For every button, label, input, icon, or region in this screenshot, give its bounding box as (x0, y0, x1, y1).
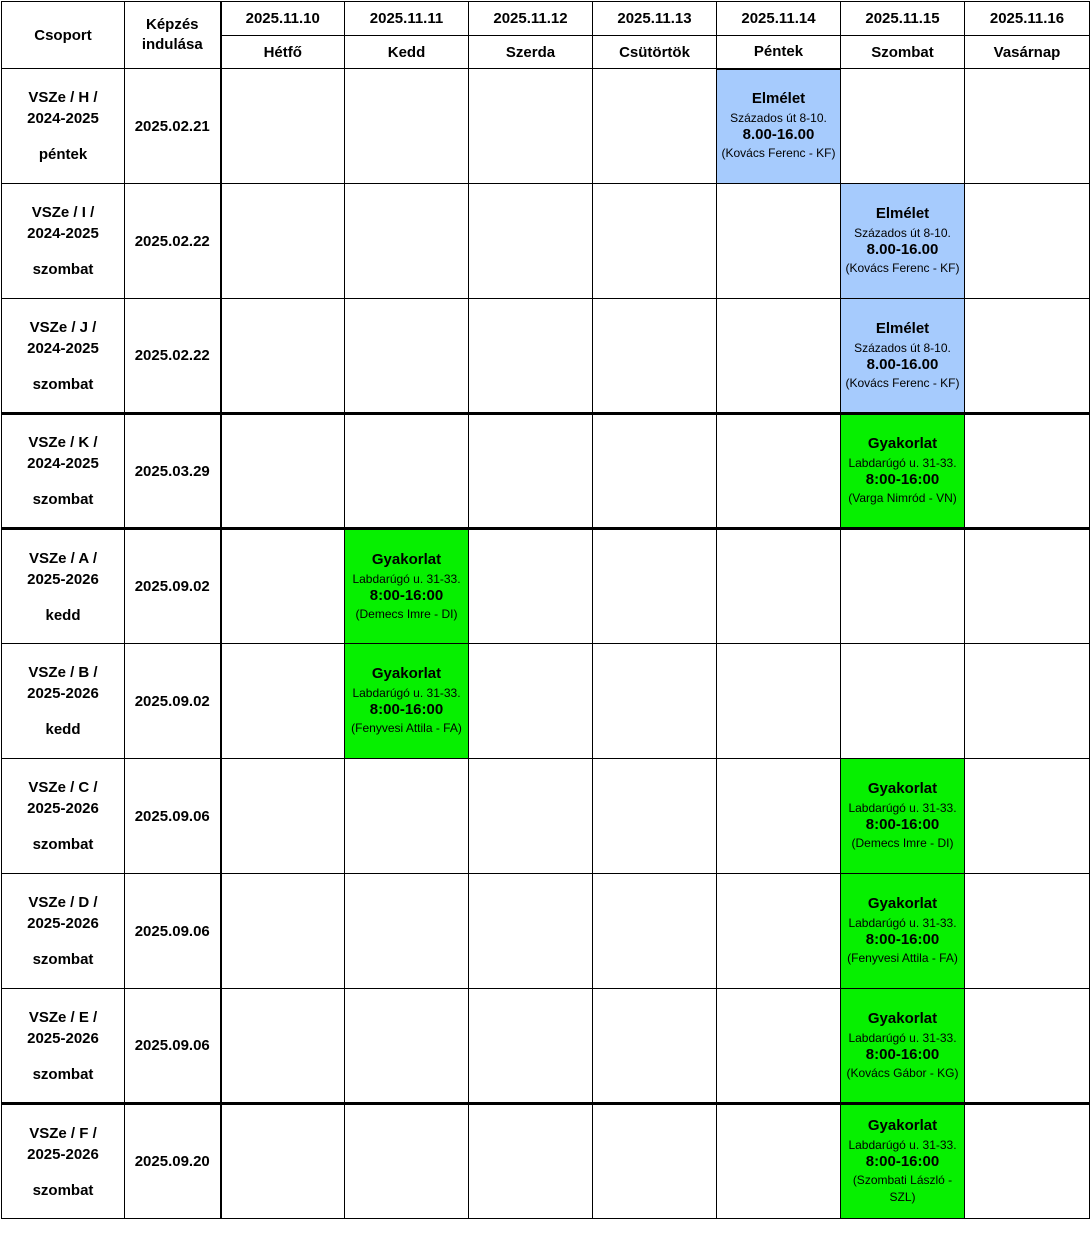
group-cell (2, 874, 125, 989)
empty-day-cell (717, 989, 841, 1104)
group-line: 2024-2025 (27, 339, 99, 357)
start-column-header: Képzés indulása (125, 2, 221, 69)
session-instructor: (Fenyvesi Attila - FA) (847, 951, 958, 965)
empty-day-cell (345, 414, 469, 529)
empty-day-cell (469, 759, 593, 874)
day-name-header: Péntek (717, 36, 841, 69)
schedule-row (2, 529, 1090, 644)
group-line: VSZe / E / (28, 1008, 98, 1026)
day-name-header: Hétfő (221, 36, 345, 69)
empty-day-cell (593, 184, 717, 299)
start-date-cell: 2025.03.29 (125, 414, 221, 529)
theory-session-cell[interactable] (841, 299, 965, 414)
group-line: VSZe / A / (28, 549, 98, 567)
group-line: VSZe / D / (28, 894, 98, 911)
empty-day-cell (221, 1104, 345, 1219)
session-instructor: (Kovács Ferenc - KF) (845, 375, 960, 390)
empty-day-cell (717, 759, 841, 874)
practice-session-cell[interactable] (841, 414, 965, 529)
group-line: 2025-2026 (27, 685, 99, 702)
session-time: 8.00-16.00 (866, 355, 939, 373)
empty-day-cell (221, 414, 345, 529)
empty-day-cell (717, 529, 841, 644)
schedule-row (2, 1104, 1090, 1219)
empty-day-cell (965, 874, 1090, 989)
group-line: szombat (32, 836, 94, 853)
session-time: 8:00-16:00 (369, 701, 444, 718)
empty-day-cell (469, 414, 593, 529)
empty-day-cell (345, 299, 469, 414)
group-cell (2, 414, 125, 529)
schedule-row (2, 644, 1090, 759)
schedule-row (2, 184, 1090, 299)
session-title: Gyakorlat (867, 435, 938, 452)
session-title: Elmélet (875, 319, 930, 337)
group-cell (2, 989, 125, 1104)
day-date-header: 2025.11.14 (717, 2, 841, 36)
session-instructor: (Fenyvesi Attila - FA) (351, 721, 462, 735)
session-time: 8:00-16:00 (369, 586, 444, 604)
practice-session-cell[interactable] (841, 989, 965, 1104)
day-name-header: Kedd (345, 36, 469, 69)
day-date-header: 2025.11.16 (965, 2, 1090, 36)
theory-session-cell[interactable] (717, 69, 841, 184)
empty-day-cell (593, 1104, 717, 1219)
group-line: péntek (38, 146, 88, 163)
empty-day-cell (469, 299, 593, 414)
practice-session-cell[interactable] (841, 874, 965, 989)
empty-day-cell (469, 874, 593, 989)
empty-day-cell (221, 299, 345, 414)
day-date-header: 2025.11.13 (593, 2, 717, 36)
empty-day-cell (593, 874, 717, 989)
empty-day-cell (221, 529, 345, 644)
empty-day-cell (593, 414, 717, 529)
group-cell (2, 529, 125, 644)
empty-day-cell (221, 989, 345, 1104)
schedule-row (2, 874, 1090, 989)
empty-day-cell (965, 69, 1090, 184)
day-date-header: 2025.11.15 (841, 2, 965, 36)
group-line: 2024-2025 (27, 225, 99, 242)
empty-day-cell (717, 184, 841, 299)
empty-day-cell (717, 299, 841, 414)
empty-day-cell (593, 989, 717, 1104)
empty-day-cell (965, 184, 1090, 299)
schedule-row (2, 299, 1090, 414)
group-line: szombat (32, 261, 94, 278)
group-cell (2, 69, 125, 184)
empty-day-cell (593, 69, 717, 184)
session-location: Százados út 8-10. (854, 340, 951, 355)
session-instructor: (Kovács Ferenc - KF) (845, 261, 960, 275)
practice-session-cell[interactable] (841, 1104, 965, 1219)
empty-day-cell (469, 184, 593, 299)
empty-day-cell (345, 989, 469, 1104)
group-line: szombat (32, 375, 94, 393)
group-line: 2025-2026 (27, 915, 99, 932)
group-line: szombat (32, 1065, 94, 1083)
group-line: VSZe / J / (29, 318, 97, 336)
session-time: 8:00-16:00 (865, 1153, 940, 1170)
empty-day-cell (469, 69, 593, 184)
empty-day-cell (965, 1104, 1090, 1219)
empty-day-cell (593, 529, 717, 644)
group-line: 2025-2026 (27, 1029, 99, 1047)
session-location: Labdarúgó u. 31-33. (848, 456, 957, 470)
session-location: Labdarúgó u. 31-33. (352, 571, 461, 586)
group-line: VSZe / C / (28, 779, 98, 796)
empty-day-cell (717, 1104, 841, 1219)
group-line: 2025-2026 (27, 570, 99, 588)
session-title: Gyakorlat (867, 895, 938, 912)
session-time: 8:00-16:00 (865, 471, 940, 488)
empty-day-cell (593, 299, 717, 414)
session-location: Labdarúgó u. 31-33. (848, 916, 957, 930)
session-title: Gyakorlat (867, 1117, 938, 1134)
session-time: 8:00-16:00 (865, 816, 940, 833)
day-name-header: Vasárnap (965, 36, 1090, 69)
group-line: VSZe / K / (28, 434, 98, 451)
empty-day-cell (469, 989, 593, 1104)
day-date-header: 2025.11.12 (469, 2, 593, 36)
empty-day-cell (593, 644, 717, 759)
session-location: Labdarúgó u. 31-33. (848, 801, 957, 815)
practice-session-cell[interactable] (345, 529, 469, 644)
session-location: Százados út 8-10. (730, 111, 827, 126)
theory-session-cell[interactable] (841, 184, 965, 299)
group-column-header: Csoport (2, 2, 125, 69)
day-date-header: 2025.11.11 (345, 2, 469, 36)
session-title: Elmélet (751, 90, 806, 108)
empty-day-cell (345, 184, 469, 299)
start-date-cell: 2025.09.02 (125, 529, 221, 644)
practice-session-cell[interactable] (841, 759, 965, 874)
session-location: Százados út 8-10. (854, 226, 951, 240)
empty-day-cell (965, 529, 1090, 644)
empty-day-cell (841, 529, 965, 644)
session-location: Labdarúgó u. 31-33. (352, 686, 461, 700)
group-cell (2, 759, 125, 874)
empty-day-cell (717, 644, 841, 759)
start-date-cell: 2025.02.22 (125, 184, 221, 299)
group-line: VSZe / I / (31, 204, 95, 221)
schedule-table (1, 1, 1090, 1219)
empty-day-cell (345, 69, 469, 184)
empty-day-cell (221, 874, 345, 989)
group-line: 2024-2025 (27, 455, 99, 472)
session-time: 8:00-16:00 (865, 931, 940, 948)
session-instructor: (Szombati László - SZL) (852, 1173, 953, 1204)
group-line: kedd (45, 721, 81, 738)
group-cell (2, 1104, 125, 1219)
day-date-header: 2025.11.10 (221, 2, 345, 36)
start-date-cell: 2025.02.21 (125, 69, 221, 184)
session-instructor: (Kovács Ferenc - KF) (721, 146, 836, 161)
group-line: VSZe / H / (28, 89, 98, 106)
group-line: 2025-2026 (27, 1145, 99, 1163)
group-line: szombat (32, 1181, 94, 1199)
group-line: szombat (32, 491, 94, 508)
group-cell (2, 644, 125, 759)
empty-day-cell (469, 529, 593, 644)
empty-day-cell (221, 184, 345, 299)
schedule-row (2, 414, 1090, 529)
session-title: Gyakorlat (371, 550, 442, 568)
empty-day-cell (221, 69, 345, 184)
group-cell (2, 299, 125, 414)
group-line: 2025-2026 (27, 800, 99, 817)
empty-day-cell (345, 1104, 469, 1219)
empty-day-cell (965, 759, 1090, 874)
session-location: Labdarúgó u. 31-33. (848, 1138, 957, 1152)
schedule-body (2, 69, 1090, 1219)
empty-day-cell (717, 414, 841, 529)
empty-day-cell (841, 69, 965, 184)
start-date-cell: 2025.09.06 (125, 759, 221, 874)
group-line: 2024-2025 (27, 110, 99, 127)
session-instructor: (Demecs Imre - DI) (355, 606, 458, 621)
group-cell (2, 184, 125, 299)
session-instructor: (Kovács Gábor - KG) (846, 1065, 959, 1080)
day-name-header: Szombat (841, 36, 965, 69)
session-title: Gyakorlat (867, 1009, 938, 1027)
start-date-cell: 2025.09.02 (125, 644, 221, 759)
empty-day-cell (841, 644, 965, 759)
day-name-header: Szerda (469, 36, 593, 69)
empty-day-cell (593, 759, 717, 874)
group-line: VSZe / B / (28, 664, 98, 681)
session-title: Gyakorlat (867, 780, 938, 797)
group-line: szombat (32, 951, 94, 968)
empty-day-cell (965, 644, 1090, 759)
empty-day-cell (717, 874, 841, 989)
session-title: Gyakorlat (371, 665, 442, 682)
start-date-cell: 2025.02.22 (125, 299, 221, 414)
group-line: kedd (45, 606, 81, 624)
session-location: Labdarúgó u. 31-33. (848, 1030, 957, 1045)
session-time: 8:00-16:00 (865, 1045, 940, 1063)
empty-day-cell (965, 414, 1090, 529)
empty-day-cell (345, 759, 469, 874)
practice-session-cell[interactable] (345, 644, 469, 759)
day-name-header: Csütörtök (593, 36, 717, 69)
empty-day-cell (965, 299, 1090, 414)
empty-day-cell (221, 759, 345, 874)
empty-day-cell (345, 874, 469, 989)
empty-day-cell (965, 989, 1090, 1104)
empty-day-cell (469, 644, 593, 759)
schedule-row (2, 69, 1090, 184)
session-instructor: (Varga Nimród - VN) (848, 491, 957, 505)
schedule-row (2, 989, 1090, 1104)
session-instructor: (Demecs Imre - DI) (851, 836, 954, 850)
empty-day-cell (221, 644, 345, 759)
header-date-row (2, 2, 1090, 36)
session-time: 8.00-16.00 (742, 126, 815, 144)
session-time: 8.00-16.00 (866, 241, 939, 258)
empty-day-cell (469, 1104, 593, 1219)
start-date-cell: 2025.09.20 (125, 1104, 221, 1219)
session-title: Elmélet (875, 205, 930, 222)
group-line: VSZe / F / (29, 1124, 97, 1142)
start-date-cell: 2025.09.06 (125, 989, 221, 1104)
start-date-cell: 2025.09.06 (125, 874, 221, 989)
schedule-row (2, 759, 1090, 874)
